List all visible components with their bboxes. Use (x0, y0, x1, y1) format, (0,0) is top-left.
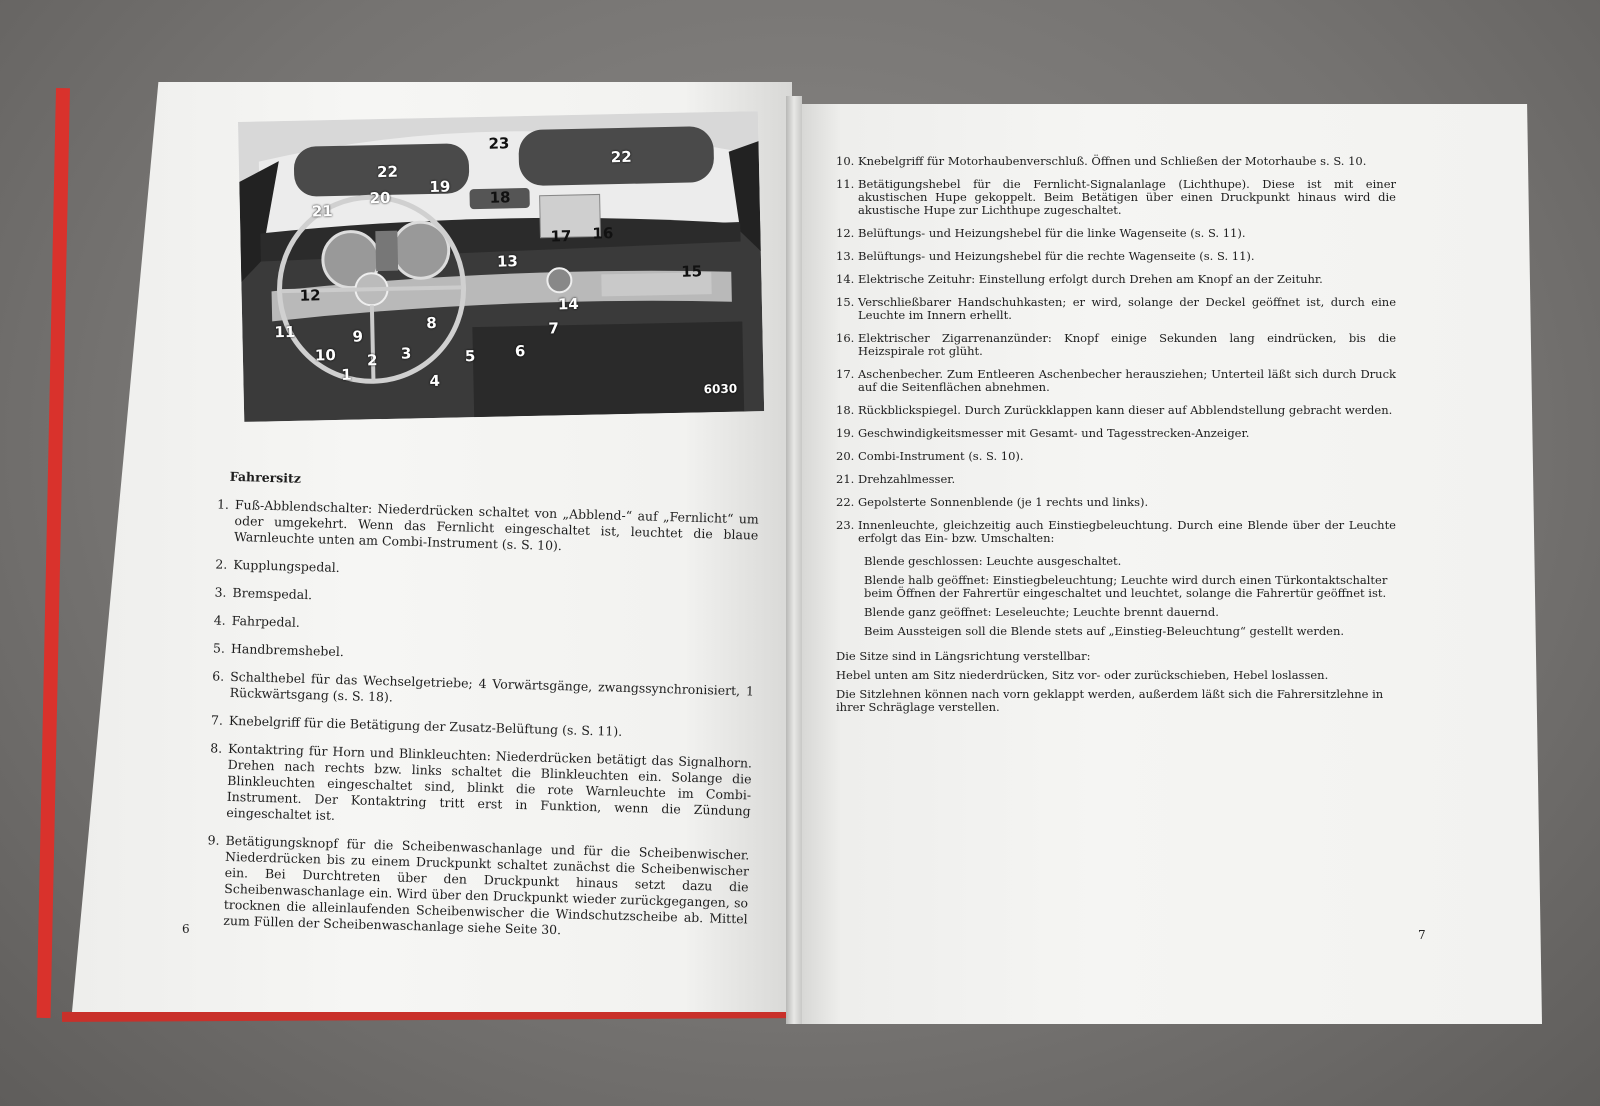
photo-label-2: 2 (366, 351, 378, 370)
photo-label-15: 15 (681, 262, 703, 281)
item-number: 18. (836, 403, 855, 417)
item-text: Betätigungshebel für die Fernlicht-Signalanlage (Lichthupe). Diese ist mit einer akustischen Hupe gekoppelt. Beim Betätigen über einen Druckpunkt hinaus wird die akustische Hupe zur Lichthupe zugeschaltet. (858, 177, 1396, 217)
left-page-text (187, 468, 760, 955)
photo-label-16: 16 (592, 224, 614, 243)
item-number: 17. (836, 367, 855, 381)
photo-label-9: 9 (352, 327, 364, 346)
photo-label-7: 7 (548, 319, 560, 338)
paragraph: Hebel unten am Sitz niederdrücken, Sitz vor- oder zurückschieben, Hebel loslassen. (836, 668, 1329, 682)
item-text: Belüftungs- und Heizungshebel für die rechte Wagenseite (s. S. 11). (858, 249, 1255, 263)
item-text: Kupplungspedal. (233, 556, 340, 575)
sub-item: Blende ganz geöffnet: Leseleuchte; Leuchte brennt dauernd. (864, 605, 1219, 619)
sub-item: Blende halb geöffnet: Einstiegbeleuchtung; Leuchte wird durch einen Türkontaktschalter beim Öffnen der Fahrertür eingeschaltet und leuchtet, solange die Fahrertür geöffnet ist. (864, 573, 1388, 600)
item-number: 11. (836, 177, 855, 191)
item-text: Belüftungs- und Heizungshebel für die linke Wagenseite (s. S. 11). (858, 226, 1246, 240)
list-item (196, 612, 756, 644)
list-item (836, 332, 1396, 358)
photo-label-3: 3 (400, 344, 412, 363)
photo-label-1: 1 (341, 365, 352, 384)
item-number: 23. (836, 518, 855, 532)
photo-label-11: 11 (274, 322, 296, 342)
photo-label-23: 23 (488, 134, 510, 153)
item-text: Geschwindigkeitsmesser mit Gesamt- und Tagesstrecken-Anzeiger. (858, 426, 1250, 440)
photo-label-4: 4 (429, 371, 441, 391)
list-item (836, 155, 1396, 168)
photo-label-18: 18 (489, 188, 511, 207)
list-item (836, 178, 1396, 217)
item-number: 19. (836, 426, 855, 440)
page-number-left: 6 (182, 922, 190, 936)
item-text: Bremspedal. (232, 584, 313, 603)
list-item (836, 368, 1396, 394)
item-text: Gepolsterte Sonnenblende (je 1 rechts und links). (858, 495, 1149, 509)
item-number: 4. (213, 612, 226, 628)
photo-label-8: 8 (426, 313, 437, 333)
item-number: 3. (214, 584, 227, 600)
item-number: 8. (210, 740, 223, 756)
list-item (195, 640, 755, 672)
paragraph: Die Sitzlehnen können nach vorn geklappt werden, außerdem läßt sich die Fahrersitzlehne in ihrer Schräglage verstellen. (836, 687, 1384, 714)
list-item (836, 404, 1396, 417)
section-heading: Fahrersitz (229, 468, 302, 486)
item-number: 14. (836, 272, 855, 286)
item-text: Betätigungsknopf für die Scheibenwaschanlage und für die Scheibenwischer. Niederdrücken bis zu einem Druckpunkt schaltet zunächst die Scheibenwischer ein. Bei Durchtreten über den Druckpunkt hinaus setzt dazu die Scheibenwaschanlage ein. Wird über den Druckpunkt wieder zurückgegangen, so trocknen die alleinlaufenden Scheibenwischer die Windschutzscheibe ab. Mittel zum Füllen der Scheibenwaschanlage siehe Seite 30. (223, 832, 750, 938)
list-item (836, 519, 1396, 545)
list-item (836, 427, 1396, 440)
item-number: 20. (836, 449, 855, 463)
item-number: 12. (836, 226, 855, 240)
item-text: Aschenbecher. Zum Entleeren Aschenbecher herausziehen; Unterteil läßt sich durch Druck auf die Seitenflächen abnehmen. (858, 367, 1396, 394)
right-page-text (836, 155, 1396, 720)
item-text: Elektrischer Zigarrenanzünder: Knopf einige Sekunden lang eindrücken, bis die Heizspirale rot glüht. (858, 331, 1396, 358)
item-number: 21. (836, 472, 855, 486)
list-item (193, 712, 753, 744)
list-item (836, 473, 1396, 486)
item-text: Knebelgriff für Motorhaubenverschluß. Öffnen und Schließen der Motorhaube s. S. 10. (858, 154, 1367, 168)
item-number: 7. (210, 712, 224, 728)
item-text: Drehzahlmesser. (858, 472, 956, 486)
photo-label-5: 5 (464, 347, 476, 366)
list-item (197, 556, 757, 588)
paragraph: Die Sitze sind in Längsrichtung verstellbar: (836, 649, 1091, 663)
list-item (187, 832, 749, 944)
list-item (190, 740, 752, 836)
list-item (196, 584, 756, 616)
photo-label-17: 17 (550, 227, 572, 246)
photo-label-19: 19 (429, 177, 451, 197)
item-text: Rückblickspiegel. Durch Zurückklappen kann dieser auf Abblendstellung gebracht werden. (858, 403, 1393, 417)
dashboard-photo (238, 111, 764, 422)
item-number: 5. (212, 640, 226, 656)
item-text: Fuß-Abblendschalter: Niederdrücken schaltet von „Abblend-“ auf „Fernlicht“ um oder umgekehrt. Wenn das Fernlicht eingeschaltet ist, leuchtet die blaue Warnleuchte unten am Combi-Instrument (s. S. 10). (233, 496, 759, 554)
list-item (836, 450, 1396, 463)
page-number-right: 7 (1418, 928, 1426, 942)
item-number: 15. (836, 295, 855, 309)
photo-label-21: 21 (311, 202, 333, 221)
item-number: 1. (216, 496, 230, 512)
book-spine (786, 96, 802, 1024)
item-number: 2. (215, 556, 228, 572)
item-text: Schalthebel für das Wechselgetriebe; 4 Vorwärtsgänge, zwangssynchronisiert, 1 Rückwärtsgang (s. S. 18). (229, 668, 755, 705)
list-item (836, 250, 1396, 263)
photo-label-20: 20 (369, 188, 391, 208)
item-number: 9. (207, 832, 220, 848)
photo-label-14: 14 (557, 294, 579, 314)
photo-label-22-left: 22 (376, 162, 399, 182)
item-number: 13. (836, 249, 855, 263)
item-text: Fahrpedal. (231, 612, 301, 630)
item-text: Verschließbarer Handschuhkasten; er wird, solange der Deckel geöffnet ist, durch eine Leuchte im Innern erhellt. (858, 295, 1396, 322)
photo-label-10: 10 (314, 346, 336, 365)
sub-item: Beim Aussteigen soll die Blende stets auf „Einstieg-Beleuchtung“ gestellt werden. (864, 624, 1345, 638)
list-item (194, 668, 755, 716)
item-number: 10. (836, 154, 855, 168)
item-text: Innenleuchte, gleichzeitig auch Einstiegbeleuchtung. Durch eine Blende über der Leuchte erfolgt das Ein- bzw. Umschalten: (858, 518, 1396, 545)
item-text: Elektrische Zeituhr: Einstellung erfolgt durch Drehen am Knopf an der Zeituhr. (858, 272, 1323, 286)
item-text: Knebelgriff für die Betätigung der Zusatz-Belüftung (s. S. 11). (228, 712, 623, 739)
list-item (836, 273, 1396, 286)
photo-label-12: 12 (299, 286, 321, 305)
item-text: Combi-Instrument (s. S. 10). (858, 449, 1024, 463)
list-item (836, 496, 1396, 509)
list-item (836, 296, 1396, 322)
item-number: 22. (836, 495, 855, 509)
photo-code: 6030 (703, 381, 738, 397)
photo-label-6: 6 (514, 342, 526, 361)
photo-label-13: 13 (496, 252, 519, 271)
item-text: Kontaktring für Horn und Blinkleuchten: Niederdrücken betätigt das Signalhorn. Drehen nach rechts bzw. links schaltet die Blinkleuchten ein. Solange die Blinkleuchten eingeschaltet sind, blinkt die rote Warnleuchte im Combi-Instrument. Der Kontaktring tritt erst in Funktion, wenn die Zündung eingeschaltet ist. (226, 740, 753, 823)
item-number: 6. (212, 668, 225, 684)
list-item (198, 496, 759, 560)
sub-item: Blende geschlossen: Leuchte ausgeschaltet. (864, 554, 1122, 568)
item-number: 16. (836, 331, 855, 345)
list-item (836, 227, 1396, 240)
item-text: Handbremshebel. (230, 640, 345, 660)
photo-label-22-right: 22 (610, 147, 632, 167)
